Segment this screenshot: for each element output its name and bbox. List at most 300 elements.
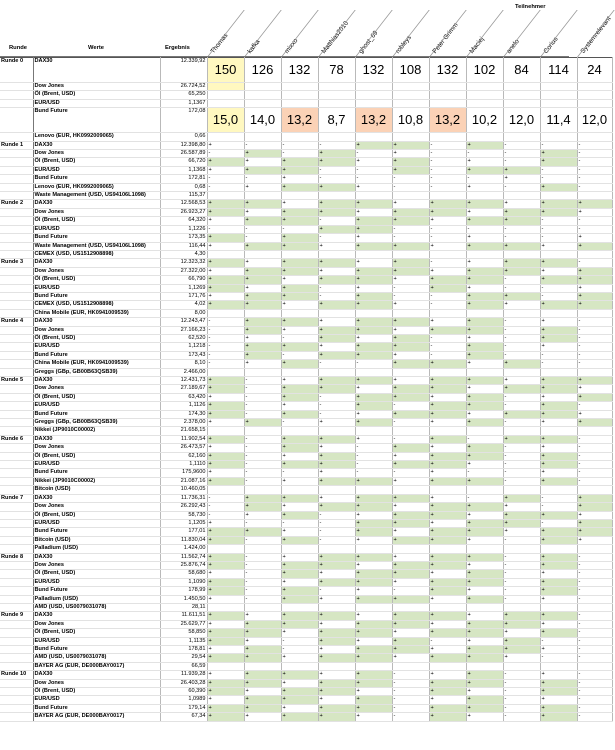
tip-cell: + xyxy=(281,259,318,267)
tip-cell: + xyxy=(207,477,244,485)
round-label xyxy=(0,225,33,233)
asset-name: DAX30 xyxy=(33,200,160,208)
tip-cell: + xyxy=(318,469,355,477)
tip-cell: - xyxy=(503,158,540,166)
tip-cell: - xyxy=(244,469,281,477)
tip-cell: + xyxy=(429,318,466,326)
asset-name: BAYER AG (EUR, DE000BAY0017) xyxy=(33,662,160,670)
empty-cell xyxy=(466,368,503,376)
player-name: mixxo xyxy=(283,37,300,55)
tip-cell: + xyxy=(207,385,244,393)
table-row xyxy=(0,469,612,477)
table-row xyxy=(0,545,612,553)
tip-cell: - xyxy=(577,477,612,485)
tip-cell: + xyxy=(244,292,281,300)
tip-cell: - xyxy=(503,444,540,452)
tip-cell: + xyxy=(466,477,503,485)
tip-cell: + xyxy=(207,469,244,477)
tip-cell: - xyxy=(244,385,281,393)
tip-cell: + xyxy=(281,578,318,586)
tip-cell: - xyxy=(503,461,540,469)
empty-cell xyxy=(392,91,429,99)
tip-cell: - xyxy=(244,402,281,410)
asset-name: Dow Jones xyxy=(33,679,160,687)
tip-cell: - xyxy=(577,654,612,662)
tip-cell: + xyxy=(577,511,612,519)
player-name: Systemrelevant xyxy=(579,15,613,56)
tip-cell: - xyxy=(577,343,612,351)
tip-cell: + xyxy=(207,561,244,569)
tip-cell: - xyxy=(392,175,429,183)
tip-cell: + xyxy=(392,477,429,485)
empty-cell xyxy=(207,309,244,317)
tip-cell: - xyxy=(540,141,577,149)
empty-cell xyxy=(207,427,244,435)
tip-cell: + xyxy=(429,595,466,603)
empty-cell xyxy=(244,250,281,258)
tip-cell: + xyxy=(244,158,281,166)
tip-cell: + xyxy=(355,519,392,527)
round-label: Runde 3 xyxy=(0,259,33,267)
tip-cell: + xyxy=(392,654,429,662)
tip-cell: + xyxy=(466,208,503,216)
result-value: 29,54 xyxy=(160,654,207,662)
tip-cell: + xyxy=(540,150,577,158)
tip-cell: - xyxy=(577,671,612,679)
round-label xyxy=(0,267,33,275)
tip-cell: - xyxy=(244,536,281,544)
round-label xyxy=(0,183,33,191)
empty-cell xyxy=(466,545,503,553)
tip-cell: - xyxy=(318,141,355,149)
tip-cell: + xyxy=(355,141,392,149)
empty-cell xyxy=(392,99,429,107)
tip-cell: + xyxy=(466,561,503,569)
tip-cell: - xyxy=(244,570,281,578)
tip-cell: + xyxy=(355,671,392,679)
table-row xyxy=(0,536,612,544)
empty-cell xyxy=(466,133,503,141)
empty-cell xyxy=(281,133,318,141)
asset-name: DAX30 xyxy=(33,58,160,83)
tip-cell: + xyxy=(429,671,466,679)
empty-cell xyxy=(466,603,503,611)
tip-cell: - xyxy=(577,141,612,149)
tip-cell: + xyxy=(503,377,540,385)
tip-cell: - xyxy=(244,435,281,443)
tip-cell: - xyxy=(503,696,540,704)
round-label xyxy=(0,511,33,519)
average-cell: 13,2 xyxy=(429,108,466,133)
result-value: 62,160 xyxy=(160,452,207,460)
tip-cell: + xyxy=(281,276,318,284)
tip-cell: + xyxy=(244,334,281,342)
average-cell: 10,8 xyxy=(392,108,429,133)
tip-cell: + xyxy=(466,654,503,662)
tip-cell: - xyxy=(577,402,612,410)
result-value: 179,14 xyxy=(160,704,207,712)
tip-cell: + xyxy=(577,234,612,242)
tip-cell: - xyxy=(244,477,281,485)
tip-cell: + xyxy=(466,326,503,334)
tip-cell: - xyxy=(244,141,281,149)
round-label xyxy=(0,646,33,654)
table-row xyxy=(0,553,612,561)
points-cell: 132 xyxy=(429,58,466,83)
tip-cell: + xyxy=(355,477,392,485)
tip-cell: - xyxy=(318,166,355,174)
table-row xyxy=(0,292,612,300)
tip-cell: + xyxy=(429,654,466,662)
tip-cell: + xyxy=(540,158,577,166)
tip-cell: - xyxy=(392,469,429,477)
asset-name: Öl (Brent, USD) xyxy=(33,688,160,696)
result-value: 58,680 xyxy=(160,570,207,578)
asset-name: Öl (Brent, USD) xyxy=(33,570,160,578)
tip-cell: - xyxy=(577,360,612,368)
empty-cell xyxy=(244,427,281,435)
tip-cell: + xyxy=(244,671,281,679)
tip-cell: + xyxy=(392,595,429,603)
tip-cell: - xyxy=(577,713,612,721)
tip-cell: - xyxy=(355,360,392,368)
average-cell: 8,7 xyxy=(318,108,355,133)
round-label xyxy=(0,688,33,696)
tip-cell: + xyxy=(355,410,392,418)
empty-cell xyxy=(577,603,612,611)
tip-cell: + xyxy=(244,326,281,334)
tip-cell: + xyxy=(577,267,612,275)
average-cell: 11,4 xyxy=(540,108,577,133)
tip-cell: + xyxy=(540,578,577,586)
tip-cell: + xyxy=(392,570,429,578)
empty-cell xyxy=(429,368,466,376)
round-label xyxy=(0,536,33,544)
tip-cell: - xyxy=(207,326,244,334)
table-row xyxy=(0,637,612,645)
tip-cell: + xyxy=(540,385,577,393)
tip-cell: + xyxy=(392,326,429,334)
tip-cell: + xyxy=(392,318,429,326)
average-cell: 13,2 xyxy=(355,108,392,133)
tip-cell: + xyxy=(318,267,355,275)
tip-cell: + xyxy=(429,276,466,284)
tip-cell: - xyxy=(281,150,318,158)
tip-cell: + xyxy=(244,654,281,662)
empty-cell xyxy=(355,99,392,107)
table-row xyxy=(0,99,612,107)
empty-cell xyxy=(466,427,503,435)
tip-cell: - xyxy=(503,704,540,712)
tip-cell: + xyxy=(429,200,466,208)
tip-cell: + xyxy=(244,511,281,519)
tip-cell: + xyxy=(207,528,244,536)
result-value: 116,44 xyxy=(160,242,207,250)
tip-cell: + xyxy=(244,360,281,368)
tip-cell: + xyxy=(540,452,577,460)
player-name: ghost_69 xyxy=(357,29,380,55)
table-row xyxy=(0,578,612,586)
tip-cell: - xyxy=(503,343,540,351)
tip-cell: + xyxy=(281,679,318,687)
tip-cell: + xyxy=(281,503,318,511)
empty-cell xyxy=(207,603,244,611)
round-label: Runde 10 xyxy=(0,671,33,679)
empty-cell xyxy=(318,309,355,317)
empty-cell xyxy=(577,427,612,435)
tip-cell: + xyxy=(355,637,392,645)
result-value: 12.339,92 xyxy=(160,58,207,83)
table-row xyxy=(0,671,612,679)
header-divider xyxy=(466,10,504,57)
tip-cell: + xyxy=(355,494,392,502)
table-row xyxy=(0,385,612,393)
tip-cell: + xyxy=(577,503,612,511)
table-row xyxy=(0,503,612,511)
tip-cell: + xyxy=(429,444,466,452)
tip-cell: + xyxy=(281,402,318,410)
tip-cell: + xyxy=(540,334,577,342)
asset-name: Dow Jones xyxy=(33,150,160,158)
tip-cell: + xyxy=(207,612,244,620)
points-cell: 132 xyxy=(355,58,392,83)
tip-cell: + xyxy=(281,511,318,519)
tip-cell: + xyxy=(244,217,281,225)
tip-cell: - xyxy=(429,292,466,300)
result-value: 67,34 xyxy=(160,713,207,721)
table-row xyxy=(0,393,612,401)
table-row xyxy=(0,301,612,309)
result-value: 175,9600 xyxy=(160,469,207,477)
tip-cell: + xyxy=(281,360,318,368)
tip-cell: + xyxy=(429,360,466,368)
empty-cell xyxy=(540,486,577,494)
table-row xyxy=(0,108,612,133)
tip-cell: + xyxy=(540,435,577,443)
asset-name: Waste Management (USD, US94106L1098) xyxy=(33,192,160,200)
tip-cell: + xyxy=(207,688,244,696)
tip-cell: + xyxy=(466,343,503,351)
round-label xyxy=(0,133,33,141)
tip-cell: + xyxy=(429,511,466,519)
round-label xyxy=(0,385,33,393)
tip-cell: + xyxy=(540,646,577,654)
empty-cell xyxy=(429,192,466,200)
tip-cell: + xyxy=(355,225,392,233)
round-label xyxy=(0,587,33,595)
tip-cell: + xyxy=(540,696,577,704)
tip-cell: + xyxy=(466,334,503,342)
empty-cell xyxy=(281,192,318,200)
table-row xyxy=(0,200,612,208)
tip-cell: - xyxy=(503,578,540,586)
tip-cell: - xyxy=(540,360,577,368)
empty-cell xyxy=(503,309,540,317)
tip-cell: + xyxy=(466,688,503,696)
tip-cell: - xyxy=(503,183,540,191)
table-row xyxy=(0,158,612,166)
tip-cell: - xyxy=(577,259,612,267)
tip-cell: - xyxy=(577,587,612,595)
tip-cell: + xyxy=(466,679,503,687)
tip-cell: + xyxy=(207,200,244,208)
tip-cell: - xyxy=(318,410,355,418)
tip-cell: + xyxy=(355,284,392,292)
tip-cell: - xyxy=(244,587,281,595)
empty-cell xyxy=(503,192,540,200)
table-row xyxy=(0,696,612,704)
empty-cell xyxy=(281,91,318,99)
tip-cell: - xyxy=(392,587,429,595)
empty-cell xyxy=(244,99,281,107)
empty-cell xyxy=(577,486,612,494)
tip-cell: + xyxy=(244,696,281,704)
empty-cell xyxy=(540,603,577,611)
asset-name: DAX30 xyxy=(33,435,160,443)
werte-header: Werte xyxy=(88,45,105,51)
tip-cell: + xyxy=(540,587,577,595)
player-name: kafka xyxy=(246,38,262,55)
tip-cell: + xyxy=(318,452,355,460)
empty-cell xyxy=(244,486,281,494)
empty-cell xyxy=(244,309,281,317)
empty-cell xyxy=(540,133,577,141)
result-value: 8,10 xyxy=(160,360,207,368)
asset-name: EUR/USD xyxy=(33,99,160,107)
tip-cell: + xyxy=(318,183,355,191)
tip-cell: - xyxy=(355,166,392,174)
tip-cell: + xyxy=(466,234,503,242)
tip-cell: - xyxy=(318,360,355,368)
tip-cell: + xyxy=(392,452,429,460)
tip-cell: + xyxy=(540,267,577,275)
asset-name: Dow Jones xyxy=(33,561,160,569)
tip-cell: + xyxy=(355,536,392,544)
empty-cell xyxy=(392,83,429,91)
tip-cell: + xyxy=(281,654,318,662)
tip-cell: + xyxy=(429,704,466,712)
result-value: 178,99 xyxy=(160,587,207,595)
tip-cell: + xyxy=(392,561,429,569)
round-label xyxy=(0,402,33,410)
empty-cell xyxy=(207,83,244,91)
tip-cell: + xyxy=(577,276,612,284)
tip-cell: + xyxy=(355,242,392,250)
tip-cell: - xyxy=(429,343,466,351)
tip-cell: - xyxy=(207,503,244,511)
asset-name: Bitcoin (USD) xyxy=(33,486,160,494)
tip-cell: + xyxy=(392,141,429,149)
tip-cell: + xyxy=(466,536,503,544)
tip-cell: + xyxy=(466,410,503,418)
round-label xyxy=(0,91,33,99)
table-row xyxy=(0,377,612,385)
tip-cell: + xyxy=(540,259,577,267)
tip-cell: + xyxy=(355,200,392,208)
asset-name: EUR/USD xyxy=(33,225,160,233)
player-name: Maciej xyxy=(468,35,486,55)
asset-name: Palladium (USD) xyxy=(33,545,160,553)
tip-cell: + xyxy=(540,301,577,309)
asset-name: Bund Future xyxy=(33,351,160,359)
tip-cell: + xyxy=(244,679,281,687)
round-label: Runde 1 xyxy=(0,141,33,149)
empty-cell xyxy=(503,133,540,141)
tip-cell: + xyxy=(429,536,466,544)
result-value: 26.403,28 xyxy=(160,679,207,687)
tip-cell: - xyxy=(577,461,612,469)
tip-cell: + xyxy=(429,242,466,250)
tip-cell: + xyxy=(281,377,318,385)
tip-cell: + xyxy=(318,200,355,208)
tip-cell: + xyxy=(429,620,466,628)
tip-cell: + xyxy=(429,713,466,721)
tip-cell: + xyxy=(355,654,392,662)
tip-cell: + xyxy=(355,419,392,427)
tip-cell: + xyxy=(392,166,429,174)
round-label xyxy=(0,158,33,166)
tip-cell: - xyxy=(244,561,281,569)
result-value: 1,1135 xyxy=(160,637,207,645)
points-cell: 150 xyxy=(207,58,244,83)
round-label xyxy=(0,175,33,183)
tip-cell: + xyxy=(466,519,503,527)
tip-cell: + xyxy=(281,688,318,696)
tip-cell: + xyxy=(540,377,577,385)
tip-cell: - xyxy=(540,503,577,511)
tip-cell: - xyxy=(577,183,612,191)
tip-cell: + xyxy=(429,419,466,427)
tip-cell: - xyxy=(577,679,612,687)
tip-cell: + xyxy=(392,637,429,645)
tip-cell: + xyxy=(244,528,281,536)
tip-cell: + xyxy=(540,620,577,628)
tip-cell: + xyxy=(281,175,318,183)
tip-cell: + xyxy=(318,696,355,704)
asset-name: DAX30 xyxy=(33,141,160,149)
tip-cell: + xyxy=(466,696,503,704)
tip-cell: + xyxy=(244,713,281,721)
asset-name: Bund Future xyxy=(33,646,160,654)
round-label xyxy=(0,469,33,477)
tip-cell: + xyxy=(318,318,355,326)
asset-name: Öl (Brent, USD) xyxy=(33,217,160,225)
tip-cell: + xyxy=(466,393,503,401)
asset-name: CEMEX (USD, US1512908898) xyxy=(33,301,160,309)
round-label xyxy=(0,192,33,200)
tip-cell: + xyxy=(466,318,503,326)
tip-cell: + xyxy=(318,578,355,586)
table-row xyxy=(0,654,612,662)
tip-cell: - xyxy=(281,469,318,477)
empty-cell xyxy=(207,486,244,494)
tip-cell: + xyxy=(577,419,612,427)
average-cell: 13,2 xyxy=(281,108,318,133)
tip-cell: + xyxy=(207,234,244,242)
empty-cell xyxy=(503,603,540,611)
tip-cell: + xyxy=(318,553,355,561)
result-value: 11.736,31 xyxy=(160,494,207,502)
empty-cell xyxy=(355,486,392,494)
tip-cell: - xyxy=(503,393,540,401)
asset-name: EUR/USD xyxy=(33,461,160,469)
tip-cell: - xyxy=(503,276,540,284)
table-row xyxy=(0,326,612,334)
tip-cell: + xyxy=(318,351,355,359)
tip-cell: + xyxy=(540,242,577,250)
tip-cell: + xyxy=(281,570,318,578)
tip-cell: - xyxy=(318,587,355,595)
